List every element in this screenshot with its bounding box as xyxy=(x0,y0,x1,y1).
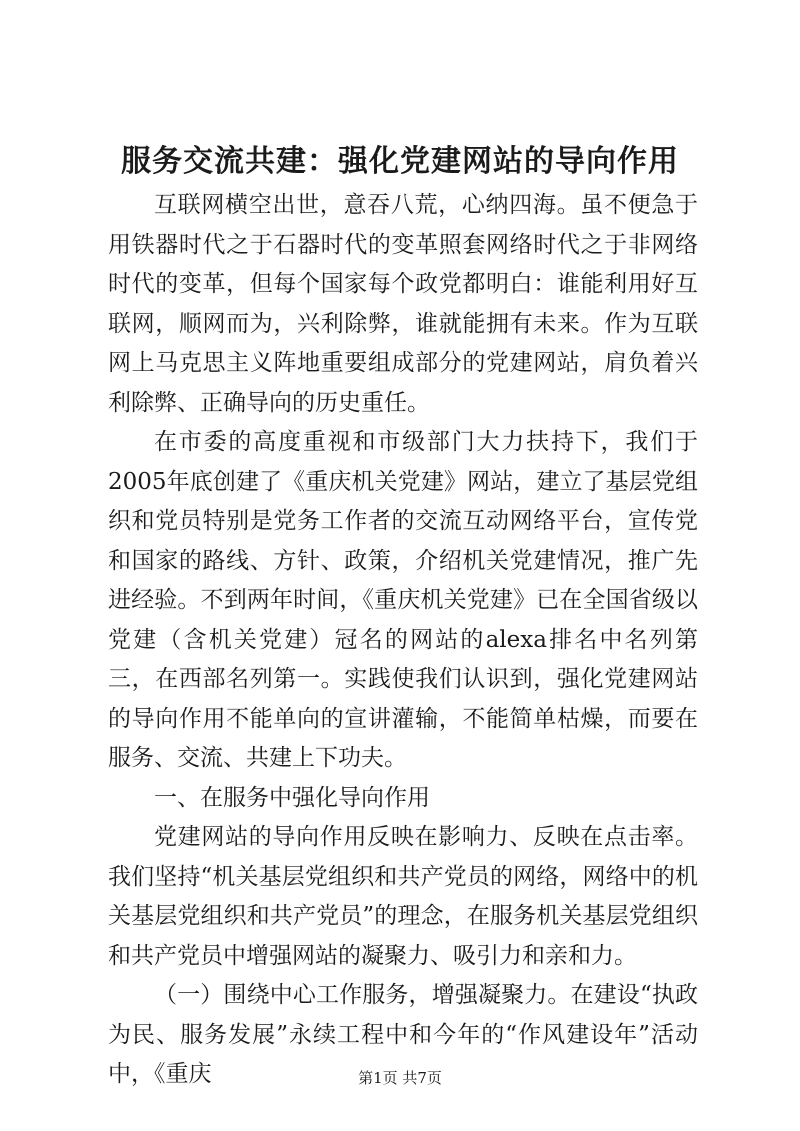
paragraph-section-intro: 党建网站的导向作用反映在影响力、反映在点击率。我们坚持“机关基层党组织和共产党员的网络，网络中的机关基层党组织和共产党员”的理念，在服务机关基层党组织和共产党员中增强网站的凝聚力、吸引力和亲和力。 xyxy=(108,824,698,969)
paragraph-background: 在市委的高度重视和市级部门大力扶持下，我们于2005年底创建了《重庆机关党建》网站，建立了基层党组织和党员特别是党务工作者的交流互动网络平台，宣传党和国家的路线、方针、政策，介绍机关党建情况，推广先进经验。不到两年时间，《重庆机关党建》已在全国省级以党建（含机关党建）冠名的网站的alexa排名中名列第三，在西部名列第一。实践使我们认识到，强化党建网站的导向作用不能单向的宣讲灌输，不能简单枯燥，而要在服务、交流、共建上下功夫。 xyxy=(108,429,698,771)
document-title: 服务交流共建：强化党建网站的导向作用 xyxy=(121,144,679,179)
paragraph-subsection-one: （一）围绕中心工作服务，增强凝聚力。在建设“执政为民、服务发展”永续工程中和今年的“作风建设年”活动中，《重庆 xyxy=(108,982,698,1087)
page-footer: 第1页 共7页 xyxy=(358,1069,442,1087)
paragraph-intro: 互联网横空出世，意吞八荒，心纳四海。虽不便急于用铁器时代之于石器时代的变革照套网络时代之于非网络时代的变革，但每个国家每个政党都明白：谁能利用好互联网，顺网而为，兴利除弊，谁就能拥有未来。作为互联网上马克思主义阵地重要组成部分的党建网站，肩负着兴利除弊、正确导向的历史重任。 xyxy=(108,192,698,416)
document-body xyxy=(108,186,698,1095)
section-heading: 一、在服务中强化导向作用 xyxy=(154,784,430,811)
